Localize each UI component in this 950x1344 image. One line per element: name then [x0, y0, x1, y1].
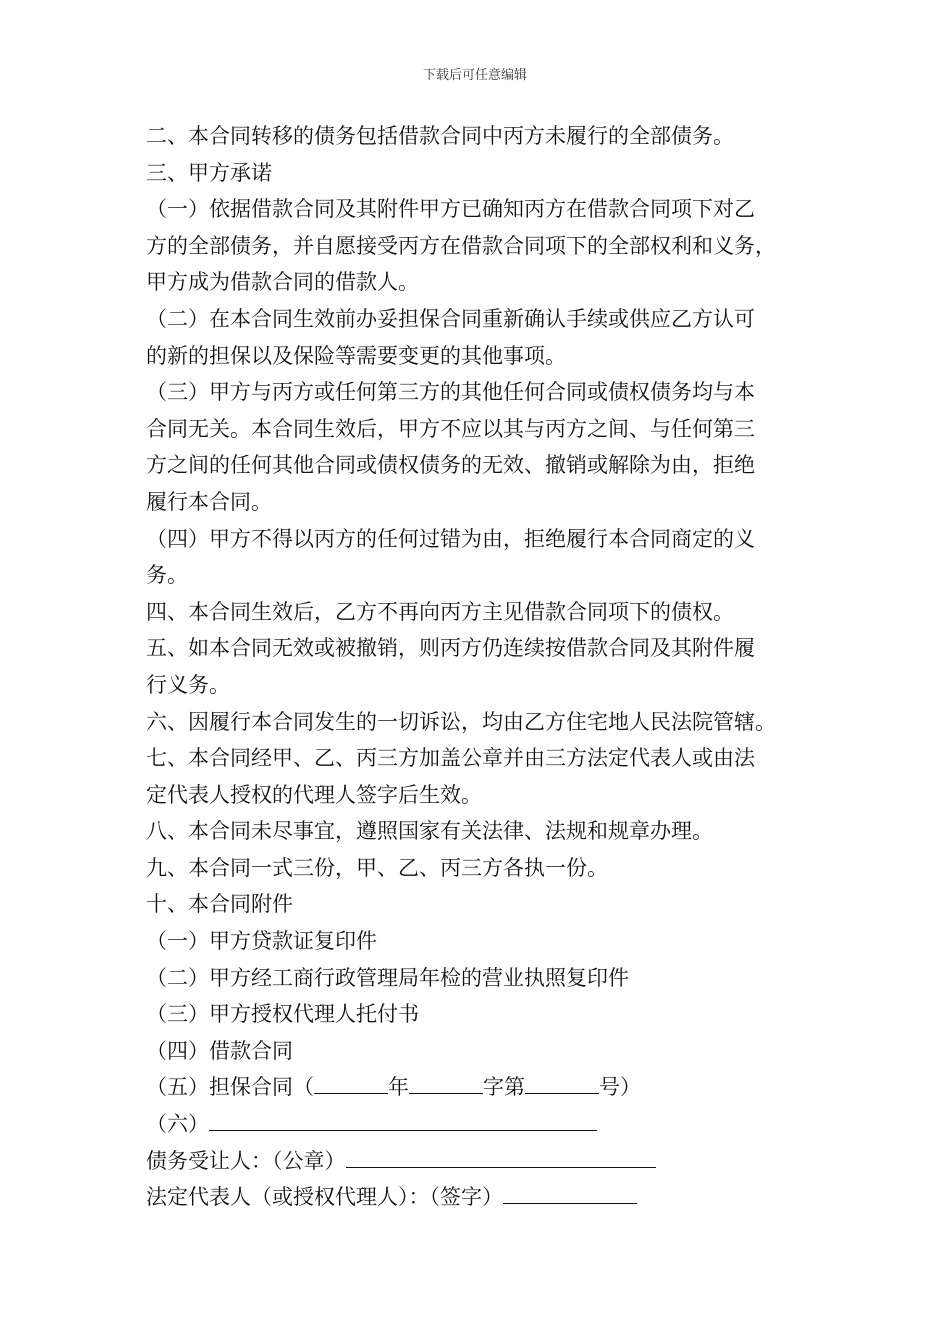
- representative-signature-line: [146, 1179, 836, 1216]
- year-blank: [314, 1071, 388, 1094]
- attachment-5-prefix: （五）担保合同（: [146, 1075, 314, 1100]
- clause-line: 方之间的任何其他合同或债权债务的无效、撤销或解除为由，拒绝: [146, 453, 755, 478]
- attachment-item: （四）借款合同: [146, 1038, 293, 1063]
- clause-line: 合同无关。本合同生效后，甲方不应以其与丙方之间、与任何第三: [146, 416, 755, 441]
- seal-blank: [346, 1145, 656, 1168]
- clause-line: 五、如本合同无效或被撤销，则丙方仍连续按借款合同及其附件履: [146, 636, 755, 661]
- clause-line: （三）甲方与丙方或任何第三方的其他任何合同或债权债务均与本: [146, 380, 755, 405]
- clause-line: 甲方成为借款合同的借款人。: [146, 270, 419, 295]
- clause-line: 二、本合同转移的债务包括借款合同中丙方未履行的全部债务。: [146, 124, 734, 148]
- attachment-6: [146, 1106, 836, 1143]
- attachment-guarantee-contract: [146, 1069, 836, 1106]
- attachment-6-prefix: （六）: [146, 1112, 209, 1137]
- clause-line: 六、因履行本合同发生的一切诉讼，均由乙方住宅地人民法院管辖。: [146, 709, 776, 734]
- attachment-item: （一）甲方贷款证复印件: [146, 929, 377, 954]
- clause-line: 四、本合同生效后，乙方不再向丙方主见借款合同项下的债权。: [146, 599, 734, 624]
- hao-blank: [525, 1071, 599, 1094]
- assignee-signature-line: [146, 1143, 836, 1180]
- clause-line: 三、甲方承诺: [146, 160, 272, 185]
- clause-line: （一）依据借款合同及其附件甲方已确知丙方在借款合同项下对乙: [146, 197, 755, 222]
- clause-line: 九、本合同一式三份，甲、乙、丙三方各执一份。: [146, 855, 608, 880]
- representative-label: 法定代表人（或授权代理人）：（签字）: [146, 1185, 503, 1210]
- zi-blank: [409, 1071, 483, 1094]
- signature-blank: [503, 1181, 637, 1204]
- clause-line: 八、本合同未尽事宜，遵照国家有关法律、法规和规章办理。: [146, 819, 713, 844]
- zi-text: 字第: [483, 1075, 525, 1100]
- assignee-label: 债务受让人：（公章）: [146, 1148, 346, 1173]
- clause-line: 七、本合同经甲、乙、丙三方加盖公章并由三方法定代表人或由法: [146, 746, 755, 771]
- clause-line: 的新的担保以及保险等需要变更的其他事项。: [146, 343, 566, 368]
- clause-line: 定代表人授权的代理人签字后生效。: [146, 782, 482, 807]
- attachment-item: （三）甲方授权代理人托付书: [146, 1002, 419, 1027]
- clause-line: 行义务。: [146, 672, 230, 697]
- attachment-item: （二）甲方经工商行政管理局年检的营业执照复印件: [146, 965, 629, 990]
- clause-line: 务。: [146, 563, 188, 588]
- page-header: 下载后可任意编辑: [422, 68, 527, 83]
- document-body: [146, 118, 836, 1216]
- clause-line: 方的全部债务，并自愿接受丙方在借款合同项下的全部权利和义务，: [146, 233, 776, 258]
- year-text: 年: [388, 1075, 409, 1100]
- clause-line: （四）甲方不得以丙方的任何过错为由，拒绝履行本合同商定的义: [146, 526, 755, 551]
- attachment-6-blank: [209, 1108, 597, 1131]
- clause-line: （二）在本合同生效前办妥担保合同重新确认手续或供应乙方认可: [146, 306, 755, 331]
- clause-line: 履行本合同。: [146, 489, 272, 514]
- hao-text: 号）: [599, 1075, 641, 1100]
- clause-line: 十、本合同附件: [146, 892, 293, 917]
